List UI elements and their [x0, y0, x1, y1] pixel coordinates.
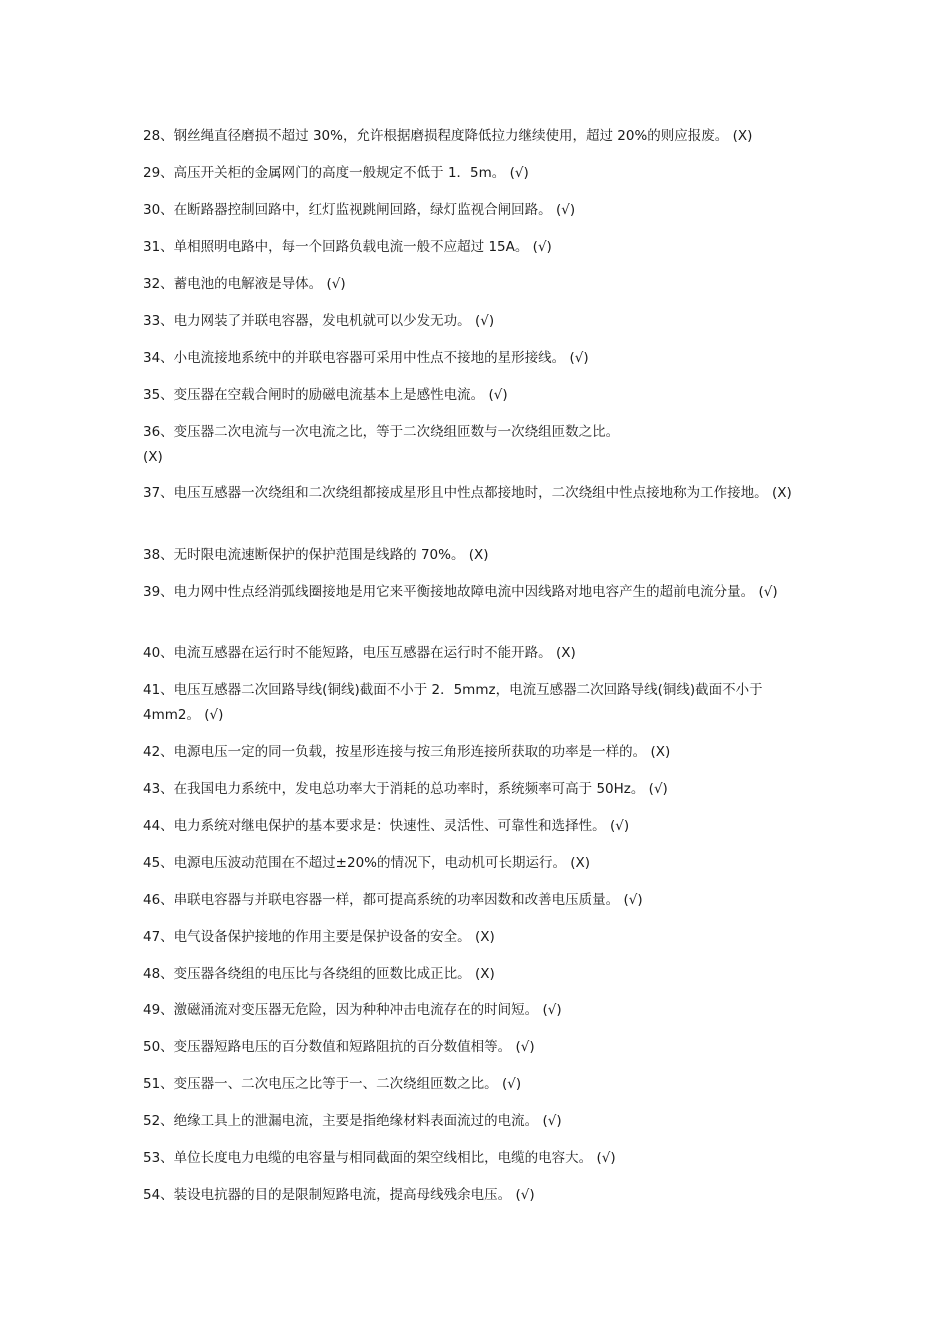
question-52: 52、绝缘工具上的泄漏电流，主要是指绝缘材料表面流过的电流。 (√)	[143, 1113, 562, 1129]
question-46: 46、串联电容器与并联电容器一样，都可提高系统的功率因数和改善电压质量。 (√)	[143, 892, 643, 908]
question-44: 44、电力系统对继电保护的基本要求是：快速性、灵活性、可靠性和选择性。 (√)	[143, 818, 630, 834]
question-49: 49、激磁涌流对变压器无危险，因为种种冲击电流存在的时间短。 (√)	[143, 1002, 562, 1018]
question-28: 28、钢丝绳直径磨损不超过 30%，允许根据磨损程度降低拉力继续使用，超过 20%的则应报废。 (X)	[143, 128, 753, 144]
question-31: 31、单相照明电路中，每一个回路负载电流一般不应超过 15A。 (√)	[143, 239, 552, 255]
question-34: 34、小电流接地系统中的并联电容器可采用中性点不接地的星形接线。 (√)	[143, 350, 589, 366]
question-42: 42、电源电压一定的同一负载，按星形连接与按三角形连接所获取的功率是一样的。 (X)	[143, 744, 671, 760]
question-53: 53、单位长度电力电缆的电容量与相同截面的架空线相比，电缆的电容大。 (√)	[143, 1150, 616, 1166]
question-33: 33、电力网装了并联电容器，发电机就可以少发无功。 (√)	[143, 313, 495, 329]
question-47: 47、电气设备保护接地的作用主要是保护设备的安全。 (X)	[143, 929, 495, 945]
question-43: 43、在我国电力系统中，发电总功率大于消耗的总功率时，系统频率可高于 50Hz。 (√)	[143, 781, 668, 797]
question-37: 37、电压互感器一次绕组和二次绕组都接成星形且中性点都接地时，二次绕组中性点接地称为工作接地。 (X)	[143, 485, 792, 501]
question-45: 45、电源电压波动范围在不超过±20%的情况下，电动机可长期运行。 (X)	[143, 855, 591, 871]
question-48: 48、变压器各绕组的电压比与各绕组的匝数比成正比。 (X)	[143, 966, 495, 982]
question-41: 41、电压互感器二次回路导线(铜线)截面不小于 2．5mmz，电流互感器二次回路导线(铜线)截面不小于 4mm2。 (√)	[143, 682, 763, 723]
question-35: 35、变压器在空载合闸时的励磁电流基本上是感性电流。 (√)	[143, 387, 508, 403]
question-39: 39、电力网中性点经消弧线圈接地是用它来平衡接地故障电流中因线路对地电容产生的超前电流分量。 (√)	[143, 584, 778, 600]
question-36: 36、变压器二次电流与一次电流之比，等于二次绕组匝数与一次绕组匝数之比。 (X)	[143, 424, 620, 465]
question-50: 50、变压器短路电压的百分数值和短路阻抗的百分数值相等。 (√)	[143, 1039, 535, 1055]
question-40: 40、电流互感器在运行时不能短路，电压互感器在运行时不能开路。 (X)	[143, 645, 576, 661]
question-54: 54、装设电抗器的目的是限制短路电流，提高母线残余电压。 (√)	[143, 1187, 535, 1203]
question-38: 38、无时限电流速断保护的保护范围是线路的 70%。 (X)	[143, 547, 489, 563]
question-32: 32、蓄电池的电解液是导体。 (√)	[143, 276, 346, 292]
question-29: 29、高压开关柜的金属网门的高度一般规定不低于 1．5m。 (√)	[143, 165, 529, 181]
question-51: 51、变压器一、二次电压之比等于一、二次绕组匝数之比。 (√)	[143, 1076, 522, 1092]
question-30: 30、在断路器控制回路中，红灯监视跳闸回路，绿灯监视合闸回路。 (√)	[143, 202, 576, 218]
